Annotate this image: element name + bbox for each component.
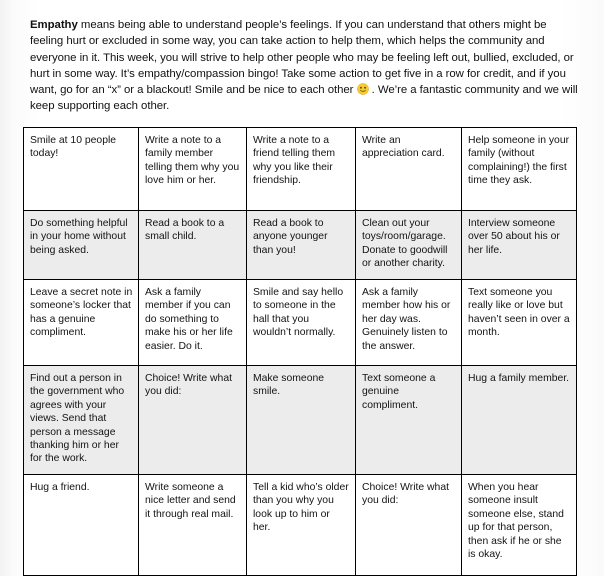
bingo-cell[interactable]: Ask a family member how his or her day was. Genuinely listen to the answer. [356, 280, 462, 366]
intro-text-before-emoji: means being able to understand people’s feelings. If you can understand that others might be feeling hurt or excluded in some way, you can take action to help them, which helps the community and everyone in it. This week, you will strive to help other people who may be feeling left out, bullied, excluded, or hurt in some way. It’s empathy/compassion bingo! Take some action to get five in a row for credit, and if you want, go for an “x” or a blackout! Smile and be nice to each other [30, 19, 574, 96]
table-row [24, 280, 577, 366]
bingo-cell[interactable]: Hug a family member. [462, 366, 577, 475]
smiling-face-emoji [357, 83, 369, 95]
bingo-cell[interactable]: Leave a secret note in someone’s locker that has a genuine compliment. [24, 280, 139, 366]
bingo-cell[interactable]: Find out a person in the government who agrees with your views. Send that person a message thanking him or her for the work. [24, 366, 139, 475]
bingo-cell[interactable]: Smile and say hello to someone in the hall that you wouldn’t normally. [247, 280, 356, 366]
table-row [24, 475, 577, 576]
bingo-cell[interactable]: Help someone in your family (without complaining!) the first time they ask. [462, 128, 577, 211]
bingo-cell[interactable]: Hug a friend. [24, 475, 139, 576]
bingo-cell[interactable]: Write a note to a family member telling them why you love him or her. [139, 128, 247, 211]
table-row [24, 128, 577, 211]
bingo-cell[interactable]: Read a book to anyone younger than you! [247, 211, 356, 280]
table-row [24, 366, 577, 475]
bingo-cell[interactable]: Ask a family member if you can do something to make his or her life easier. Do it. [139, 280, 247, 366]
bingo-cell[interactable]: Tell a kid who’s older than you why you look up to him or her. [247, 475, 356, 576]
bingo-cell[interactable]: Choice! Write what you did: [356, 475, 462, 576]
intro-paragraph [30, 17, 578, 114]
empathy-bingo-table [23, 127, 577, 576]
bingo-cell[interactable]: Do something helpful in your home without being asked. [24, 211, 139, 280]
bingo-cell[interactable]: Smile at 10 people today! [24, 128, 139, 211]
bingo-cell[interactable]: Text someone a genuine compliment. [356, 366, 462, 475]
intro-lead-word: Empathy [30, 19, 78, 32]
bingo-cell[interactable]: Write an appreciation card. [356, 128, 462, 211]
bingo-cell[interactable]: Text someone you really like or love but haven’t seen in over a month. [462, 280, 577, 366]
bingo-cell[interactable]: Write a note to a friend telling them why you like their friendship. [247, 128, 356, 211]
bingo-cell[interactable]: Interview someone over 50 about his or her life. [462, 211, 577, 280]
bingo-cell[interactable]: When you hear someone insult someone else, stand up for that person, then ask if he or she is okay. [462, 475, 577, 576]
intro-text-after-emoji: . We’re a fantastic community and we will keep supporting each other. [30, 83, 578, 112]
bingo-cell[interactable]: Choice! Write what you did: [139, 366, 247, 475]
bingo-cell[interactable]: Clean out your toys/room/garage. Donate to goodwill or another charity. [356, 211, 462, 280]
bingo-cell[interactable]: Read a book to a small child. [139, 211, 247, 280]
table-row [24, 211, 577, 280]
bingo-cell[interactable]: Write someone a nice letter and send it through real mail. [139, 475, 247, 576]
bingo-cell[interactable]: Make someone smile. [247, 366, 356, 475]
